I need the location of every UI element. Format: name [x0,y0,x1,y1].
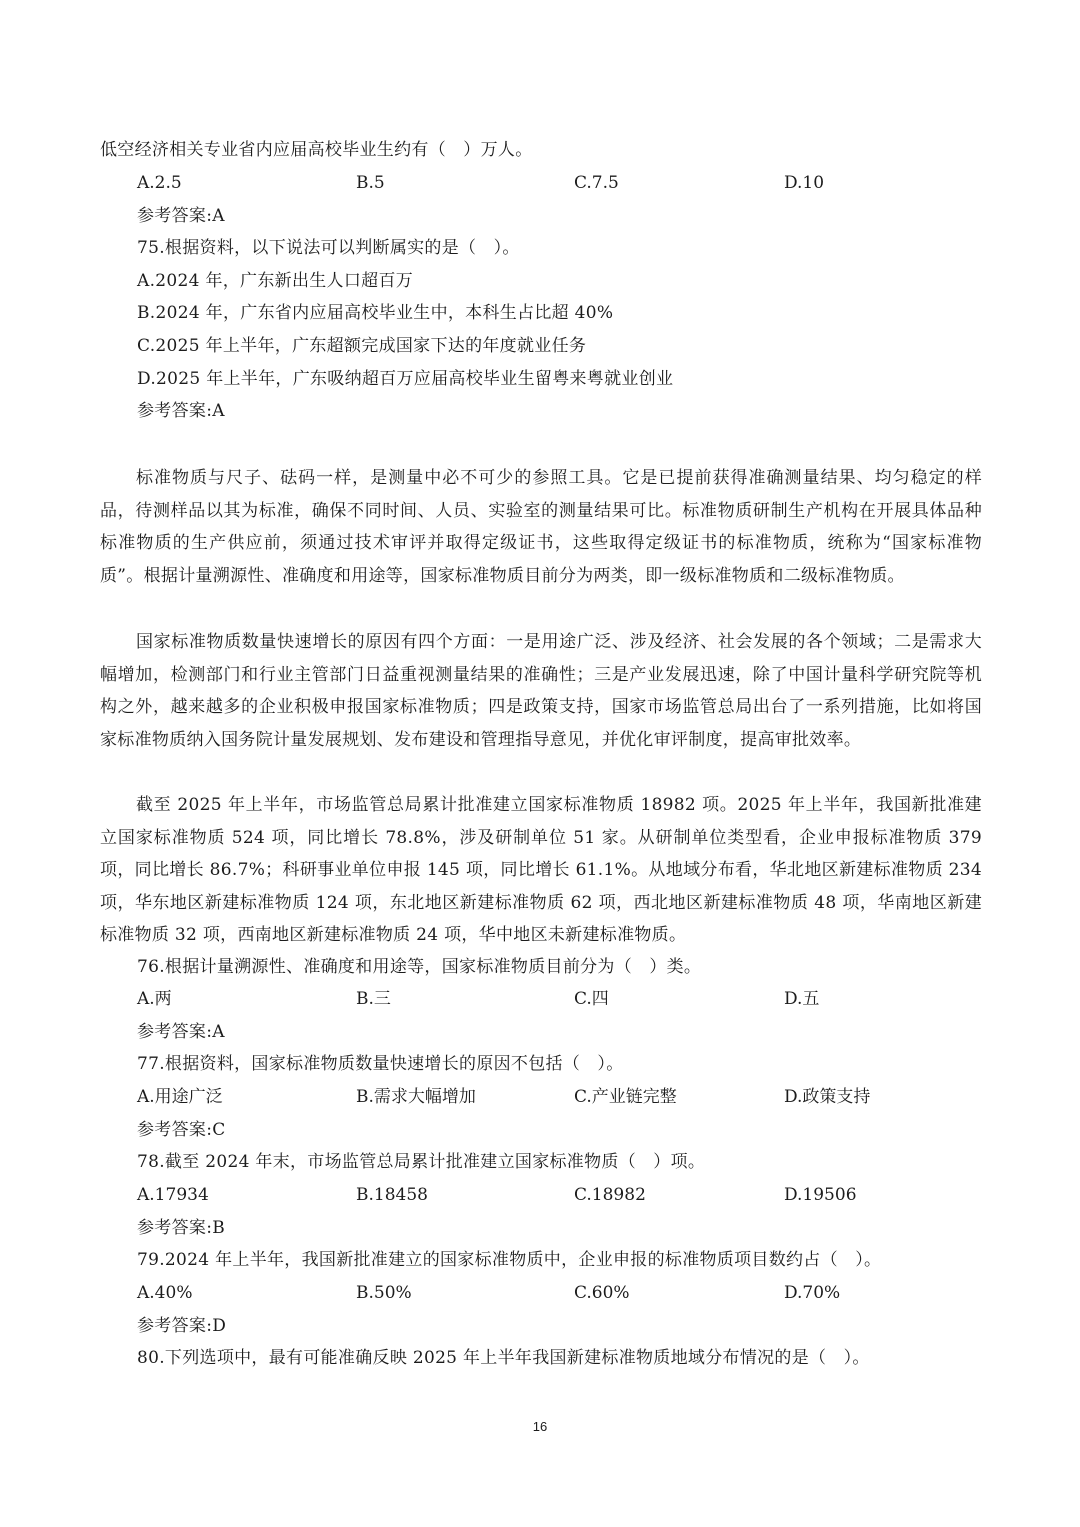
q76-answer: 参考答案:A [137,1022,225,1042]
q74-answer: 参考答案:A [137,206,225,226]
q76-option-a: A.两 [137,989,172,1009]
q75-option-d: D.2025 年上半年，广东吸纳超百万应届高校毕业生留粤来粤就业创业 [137,369,674,389]
q75-stem: 75.根据资料，以下说法可以判断属实的是（ ）。 [137,238,520,258]
q80-stem: 80.下列选项中，最有可能准确反映 2025 年上半年我国新建标准物质地域分布情况的是（ ）。 [137,1348,870,1368]
q79-stem: 79.2024 年上半年，我国新批准建立的国家标准物质中，企业申报的标准物质项目数约占（ ）。 [137,1250,882,1270]
q76-option-b: B.三 [356,989,391,1009]
q76-stem: 76.根据计量溯源性、准确度和用途等，国家标准物质目前分为（ ）类。 [137,957,702,977]
q78-option-a: A.17934 [137,1185,209,1205]
q74-option-a: A.2.5 [137,173,182,193]
q77-option-d: D.政策支持 [784,1087,871,1107]
q77-option-a: A.用途广泛 [137,1087,223,1107]
q79-option-a: A.40% [137,1283,193,1303]
q78-option-d: D.19506 [784,1185,857,1205]
q74-option-c: C.7.5 [574,173,619,193]
passage-paragraph-2: 国家标准物质数量快速增长的原因有四个方面：一是用途广泛、涉及经济、社会发展的各个领域；二是需求大幅增加，检测部门和行业主管部门日益重视测量结果的准确性；三是产业发展迅速，除了中国计量科学研究院等机构之外，越来越多的企业积极申报国家标准物质；四是政策支持，国家市场监管总局出台了一系列措施，比如将国家标准物质纳入国务院计量发展规划、发布建设和管理指导意见，并优化审评制度，提高审批效率。 [100,632,982,750]
q75-option-b: B.2024 年，广东省内应届高校毕业生中，本科生占比超 40% [137,303,614,323]
q74-option-b: B.5 [356,173,385,193]
q77-stem: 77.根据资料，国家标准物质数量快速增长的原因不包括（ ）。 [137,1054,624,1074]
q79-option-d: D.70% [784,1283,841,1303]
q77-option-b: B.需求大幅增加 [356,1087,476,1107]
q78-stem: 78.截至 2024 年末，市场监管总局累计批准建立国家标准物质（ ）项。 [137,1152,706,1172]
q77-answer: 参考答案:C [137,1120,226,1140]
q74-option-d: D.10 [784,173,825,193]
q79-option-c: C.60% [574,1283,630,1303]
q75-option-c: C.2025 年上半年，广东超额完成国家下达的年度就业任务 [137,336,587,356]
q78-answer: 参考答案:B [137,1218,226,1238]
q74-stem: 低空经济相关专业省内应届高校毕业生约有（ ）万人。 [100,140,533,160]
q79-option-b: B.50% [356,1283,412,1303]
q76-option-d: D.五 [784,989,820,1009]
q75-option-a: A.2024 年，广东新出生人口超百万 [137,271,414,291]
q78-option-c: C.18982 [574,1185,646,1205]
q75-answer: 参考答案:A [137,401,225,421]
q79-answer: 参考答案:D [137,1316,227,1336]
q78-option-b: B.18458 [356,1185,428,1205]
page-number: 16 [532,1419,548,1434]
q76-option-c: C.四 [574,989,609,1009]
passage-paragraph-1: 标准物质与尺子、砝码一样，是测量中必不可少的参照工具。它是已提前获得准确测量结果、均匀稳定的样品，待测样品以其为标准，确保不同时间、人员、实验室的测量结果可比。标准物质研制生产机构在开展具体品种标准物质的生产供应前，须通过技术审评并取得定级证书，这些取得定级证书的标准物质，统称为“国家标准物质”。根据计量溯源性、准确度和用途等，国家标准物质目前分为两类，即一级标准物质和二级标准物质。 [100,468,982,586]
q77-option-c: C.产业链完整 [574,1087,677,1107]
passage-paragraph-3: 截至 2025 年上半年，市场监管总局累计批准建立国家标准物质 18982 项。2025 年上半年，我国新批准建立国家标准物质 524 项，同比增长 78.8%，涉及研制单位 51 家。从研制单位类型看，企业申报标准物质 379 项，同比增长 86.7%；科研事业单位申报 145 项，同比增长 61.1%。从地域分布看，华北地区新建标准物质 234 项，华东地区新建标准物质 124 项，东北地区新建标准物质 62 项，西北地区新建标准物质 48 项，华南地区新建标准物质 32 项，西南地区新建标准物质 24 项，华中地区未新建标准物质。 [100,795,982,946]
